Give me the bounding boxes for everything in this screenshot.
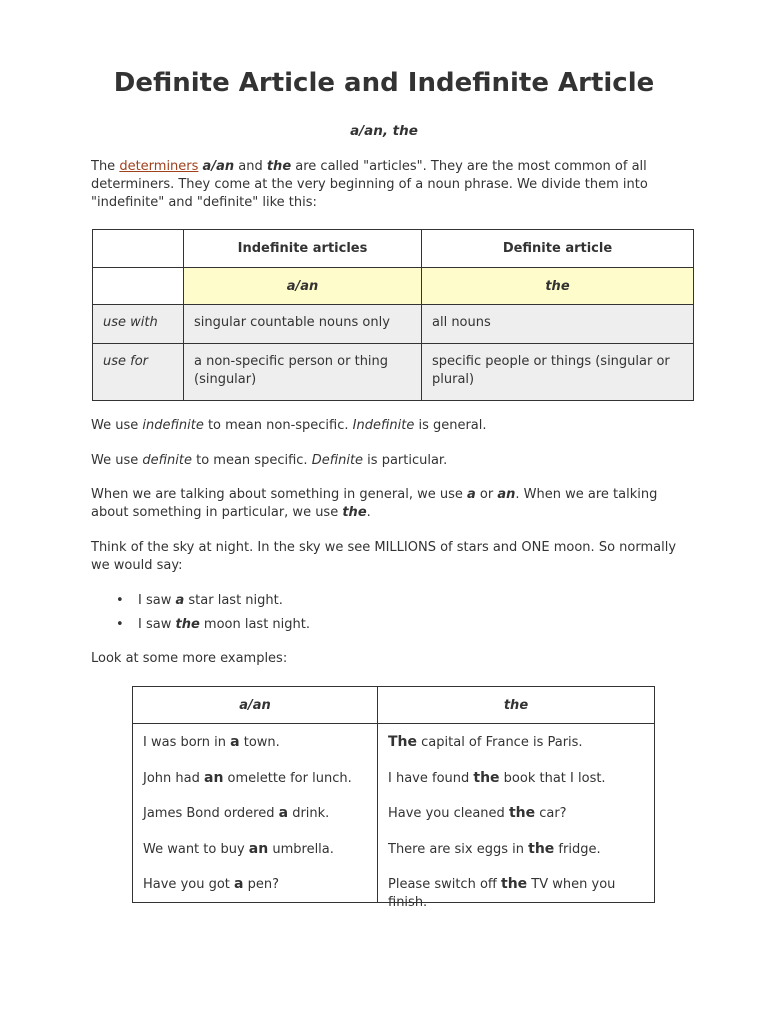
sky-paragraph: Think of the sky at night. In the sky we see MILLIONS of stars and ONE moon. So normally we would say: — [91, 540, 677, 573]
text: We use — [91, 418, 143, 433]
header-cell: the — [378, 687, 655, 724]
text: fridge. — [554, 841, 601, 857]
emphasis: a — [234, 876, 244, 892]
intro-text: and — [234, 159, 267, 174]
definite-examples — [378, 724, 655, 910]
text: We use — [91, 453, 143, 468]
example-line — [143, 733, 367, 769]
header-cell: Definite article — [422, 230, 694, 268]
emphasis: a — [175, 593, 185, 608]
bullet-icon: • — [116, 593, 124, 608]
text: car? — [535, 806, 567, 821]
bullet-icon: • — [116, 617, 124, 632]
examples-table — [132, 686, 655, 910]
definite-cell: specific people or things (singular or plural) — [422, 344, 694, 401]
determiners-link[interactable]: determiners — [119, 159, 199, 174]
general-paragraph — [91, 486, 686, 522]
article-cell — [93, 268, 184, 305]
text: I saw — [138, 593, 176, 608]
list-item — [91, 592, 310, 616]
header-cell: a/an — [133, 687, 378, 724]
indefinite-cell: a non-specific person or thing (singular) — [184, 344, 422, 401]
articles-table — [92, 229, 694, 401]
table-row — [93, 344, 694, 401]
intro-text: The — [91, 159, 120, 174]
example-line — [143, 804, 367, 840]
indefinite-cell: singular countable nouns only — [184, 305, 422, 344]
emphasis: an — [497, 487, 516, 502]
example-line — [143, 769, 367, 805]
emphasis: Definite — [311, 453, 364, 468]
article-aan: a/an — [202, 159, 235, 174]
text: Have you cleaned — [388, 806, 509, 821]
list-item — [91, 616, 310, 640]
emphasis: indefinite — [142, 418, 204, 433]
table-header-row — [93, 230, 694, 268]
emphasis: definite — [142, 453, 192, 468]
text: star last night. — [184, 593, 283, 608]
header-cell: Indefinite articles — [184, 230, 422, 268]
emphasis: the — [528, 840, 555, 857]
header-cell — [93, 230, 184, 268]
emphasis: the — [501, 876, 528, 892]
emphasis: a — [278, 805, 289, 821]
text: Have you got — [143, 877, 235, 892]
article-the: the — [266, 159, 292, 174]
indefinite-examples — [133, 724, 378, 903]
page-title: Definite Article and Indefinite Article — [113, 68, 655, 98]
article-cell: a/an — [184, 268, 422, 305]
emphasis: a — [466, 487, 476, 502]
indefinite-paragraph — [91, 417, 691, 435]
emphasis: the — [175, 617, 200, 632]
text: James Bond ordered — [143, 806, 279, 821]
emphasis: The — [388, 734, 418, 750]
row-label: use for — [93, 344, 184, 401]
text: We want to buy — [143, 841, 249, 857]
text: When we are talking about something in general, we use — [91, 487, 467, 502]
text: omelette for lunch. — [223, 770, 352, 786]
text: I saw — [138, 617, 176, 632]
text: is particular. — [363, 453, 448, 468]
emphasis: the — [342, 505, 367, 520]
text: moon last night. — [199, 617, 311, 632]
emphasis: Indefinite — [352, 418, 415, 433]
text: umbrella. — [268, 841, 334, 857]
page-subtitle: a/an, the — [350, 123, 418, 139]
text: is general. — [414, 418, 487, 433]
text: to mean specific. — [191, 453, 312, 468]
example-line — [388, 804, 644, 840]
example-line — [143, 875, 367, 893]
table-article-row — [93, 268, 694, 305]
table-row — [93, 305, 694, 344]
table-body-row — [133, 724, 655, 903]
example-line — [388, 875, 644, 910]
text: or — [475, 487, 498, 502]
row-label: use with — [93, 305, 184, 344]
text: capital of France is Paris. — [417, 735, 583, 750]
text: I have found — [388, 770, 474, 786]
example-line — [388, 733, 644, 769]
example-line — [388, 840, 644, 876]
text: John had — [143, 770, 204, 786]
example-list — [91, 592, 310, 640]
emphasis: a — [230, 734, 240, 750]
text: Please switch off — [388, 877, 501, 892]
emphasis: an — [204, 769, 224, 786]
text: pen? — [243, 877, 280, 892]
intro-text: are called "articles". They are the most common of all determiners. They come at the very beginning of a noun phrase. We divide them into "indefinite" and "definite" like this: — [91, 159, 648, 210]
text: . — [366, 505, 371, 520]
text: I was born in — [143, 735, 231, 750]
intro-paragraph — [91, 158, 691, 212]
text: There are six eggs in — [388, 841, 529, 857]
emphasis: the — [473, 769, 500, 786]
example-line — [143, 840, 367, 876]
example-line — [388, 769, 644, 805]
article-cell: the — [422, 268, 694, 305]
text: town. — [239, 735, 280, 750]
definite-paragraph — [91, 452, 691, 470]
text: . When we are talking about something in particular, we use — [91, 487, 658, 520]
text: book that I lost. — [499, 770, 606, 786]
definite-cell: all nouns — [422, 305, 694, 344]
more-examples-paragraph: Look at some more examples: — [91, 651, 288, 666]
emphasis: an — [248, 840, 269, 857]
text: to mean non-specific. — [203, 418, 353, 433]
text: TV when you finish. — [388, 877, 616, 910]
emphasis: the — [508, 805, 536, 821]
table-header-row — [133, 687, 655, 724]
text: drink. — [288, 806, 330, 821]
